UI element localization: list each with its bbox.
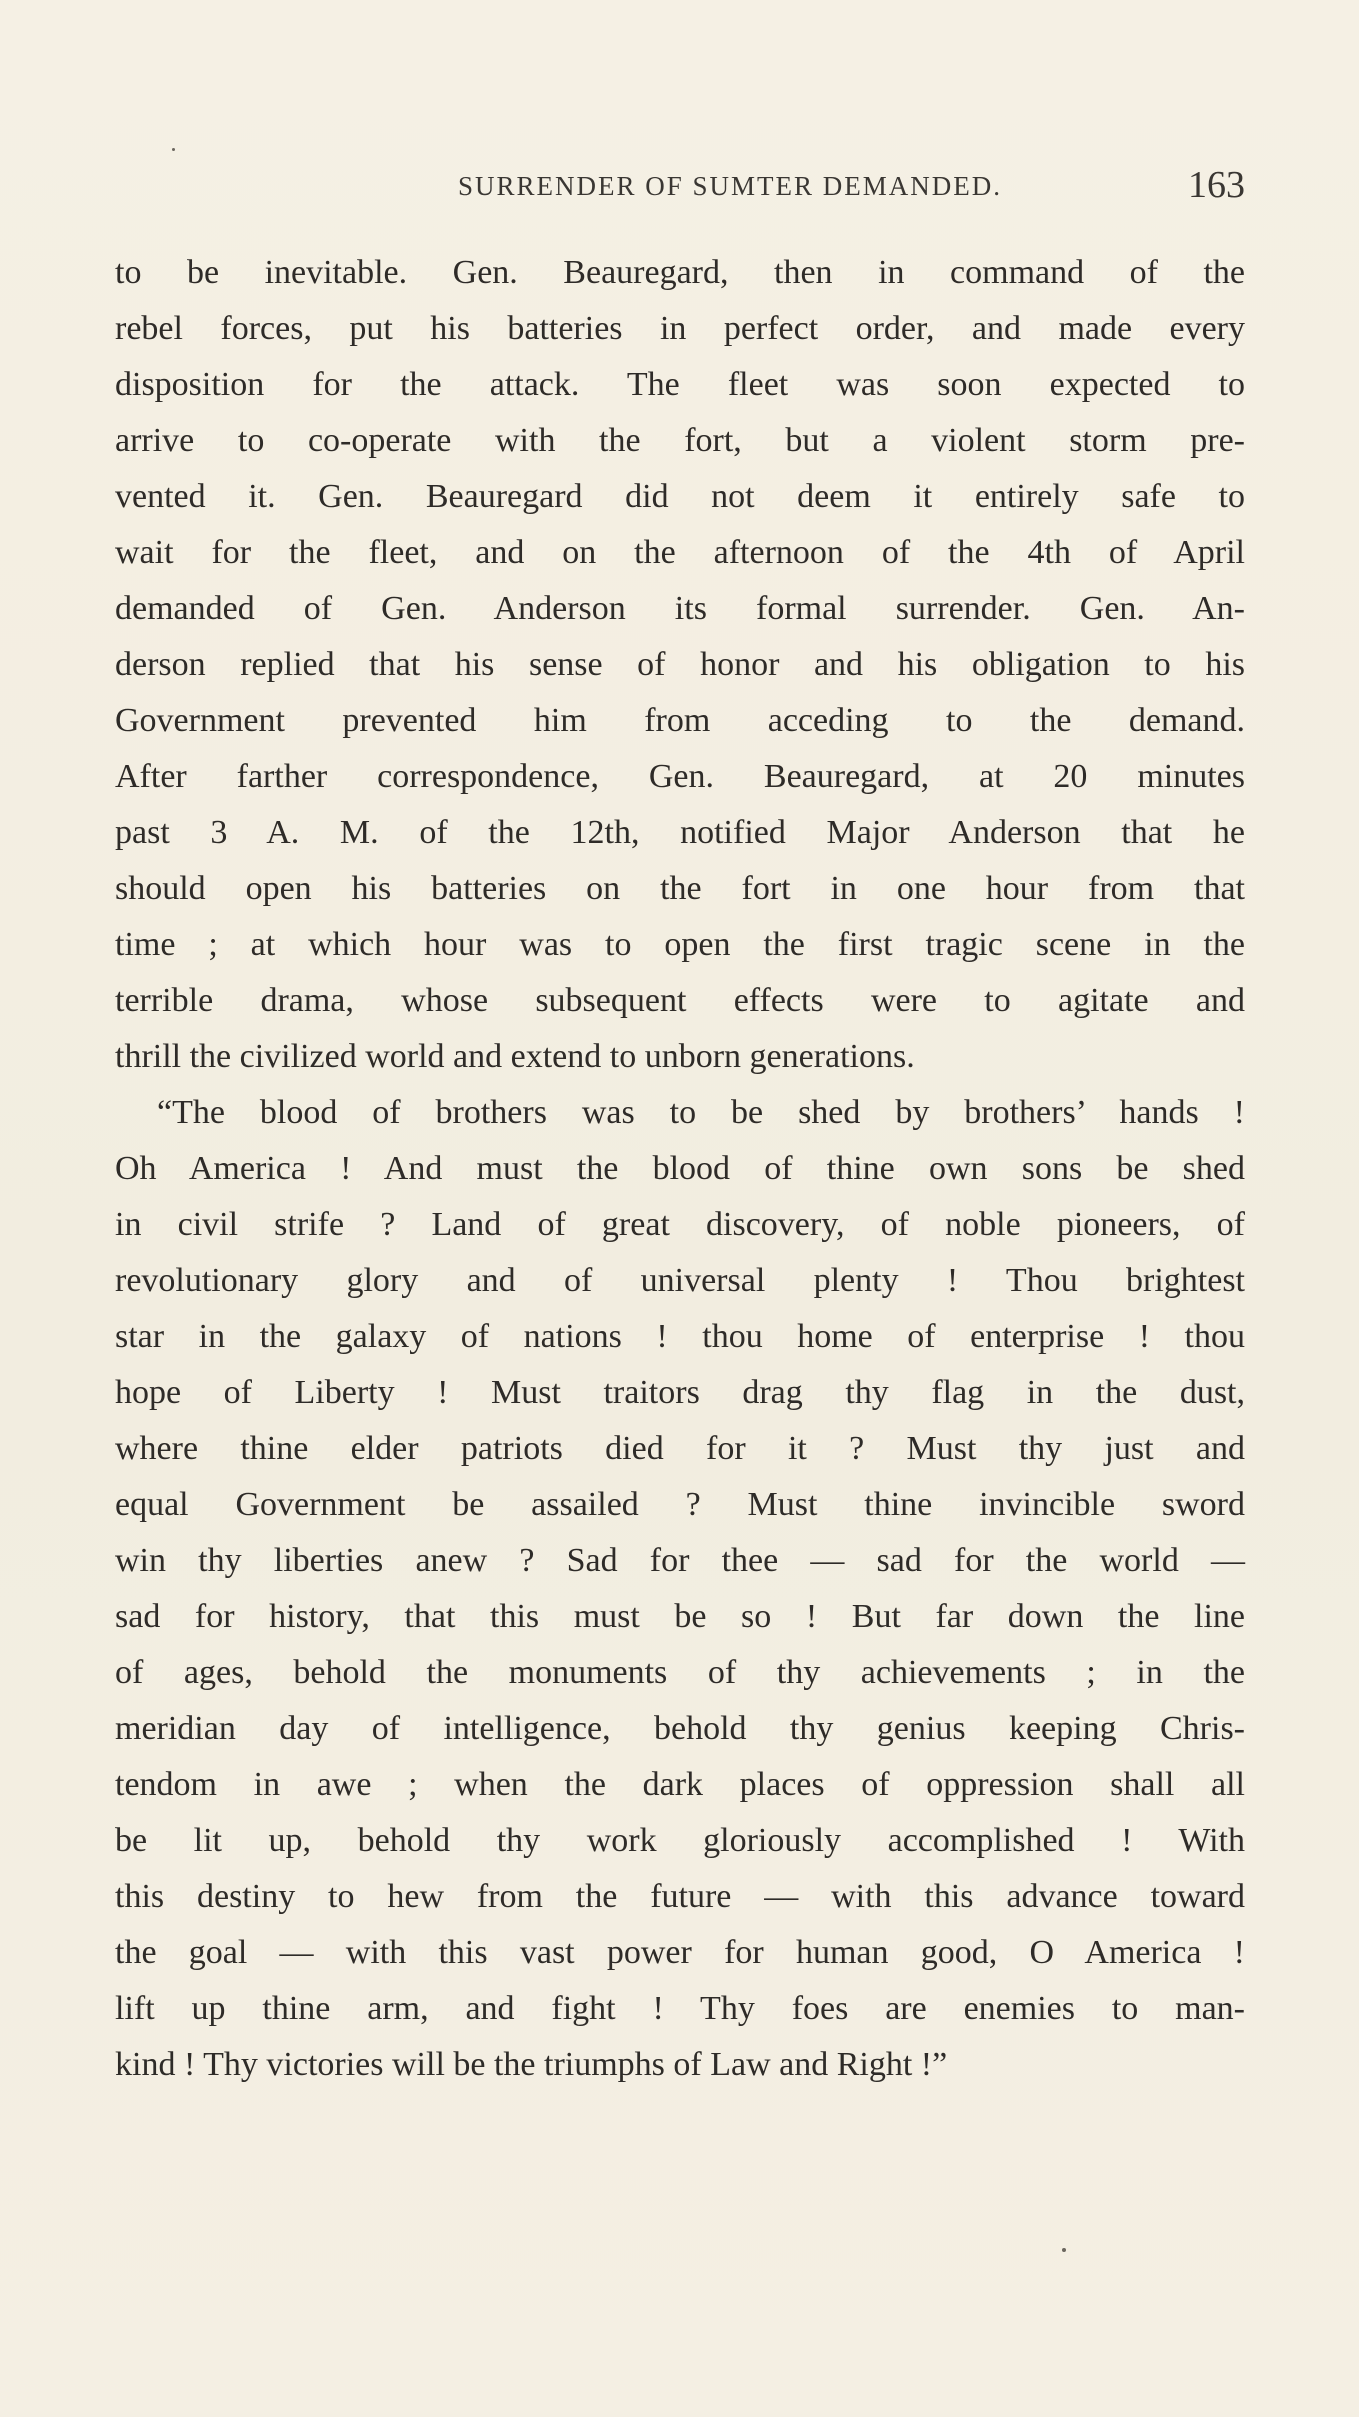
text-line: After farther correspondence, Gen. Beauregard, at 20 minutes bbox=[115, 758, 1245, 795]
text-line: hope of Liberty ! Must traitors drag thy flag in the dust, bbox=[115, 1374, 1245, 1411]
text-line: tendom in awe ; when the dark places of oppression shall all bbox=[115, 1766, 1245, 1803]
page-number: 163 bbox=[1188, 164, 1245, 206]
text-line: derson replied that his sense of honor and his obligation to his bbox=[115, 646, 1245, 683]
text-line: disposition for the attack. The fleet was soon expected to bbox=[115, 366, 1245, 403]
text-line: time ; at which hour was to open the first tragic scene in the bbox=[115, 926, 1245, 963]
paragraph-start-line: “The blood of brothers was to be shed by brothers’ hands ! bbox=[157, 1094, 1245, 1131]
text-line: lift up thine arm, and fight ! Thy foes are enemies to man- bbox=[115, 1990, 1245, 2027]
paper-speck bbox=[1062, 2248, 1066, 2252]
running-title: SURRENDER OF SUMTER DEMANDED. bbox=[457, 171, 1003, 201]
paragraph-end-line: thrill the civilized world and extend to unborn generations. bbox=[115, 1038, 915, 1075]
text-line: sad for history, that this must be so ! But far down the line bbox=[115, 1598, 1245, 1635]
text-line: this destiny to hew from the future — with this advance toward bbox=[115, 1878, 1245, 1915]
text-line: demanded of Gen. Anderson its formal surrender. Gen. An- bbox=[115, 590, 1245, 627]
text-line: to be inevitable. Gen. Beauregard, then in command of the bbox=[115, 254, 1245, 291]
text-line: Government prevented him from acceding to the demand. bbox=[115, 702, 1245, 739]
text-line: Oh America ! And must the blood of thine own sons be shed bbox=[115, 1150, 1245, 1187]
text-line: past 3 A. M. of the 12th, notified Major Anderson that he bbox=[115, 814, 1245, 851]
text-line: win thy liberties anew ? Sad for thee — sad for the world — bbox=[115, 1542, 1245, 1579]
text-line: of ages, behold the monuments of thy achievements ; in the bbox=[115, 1654, 1245, 1691]
text-line: meridian day of intelligence, behold thy genius keeping Chris- bbox=[115, 1710, 1245, 1747]
text-line: wait for the fleet, and on the afternoon of the 4th of April bbox=[115, 534, 1245, 571]
text-line: rebel forces, put his batteries in perfect order, and made every bbox=[115, 310, 1245, 347]
text-line: vented it. Gen. Beauregard did not deem it entirely safe to bbox=[115, 478, 1245, 515]
paragraph-end-line: kind ! Thy victories will be the triumphs of Law and Right !” bbox=[115, 2046, 948, 2083]
paper-speck bbox=[172, 148, 175, 151]
text-line: equal Government be assailed ? Must thine invincible sword bbox=[115, 1486, 1245, 1523]
text-line: terrible drama, whose subsequent effects were to agitate and bbox=[115, 982, 1245, 1019]
text-line: where thine elder patriots died for it ? Must thy just and bbox=[115, 1430, 1245, 1467]
text-line: revolutionary glory and of universal plenty ! Thou brightest bbox=[115, 1262, 1245, 1299]
text-line: be lit up, behold thy work gloriously accomplished ! With bbox=[115, 1822, 1245, 1859]
body-text bbox=[115, 245, 1245, 2093]
text-line: should open his batteries on the fort in one hour from that bbox=[115, 870, 1245, 907]
text-line: in civil strife ? Land of great discovery, of noble pioneers, of bbox=[115, 1206, 1245, 1243]
running-head bbox=[115, 163, 1245, 211]
text-line: star in the galaxy of nations ! thou home of enterprise ! thou bbox=[115, 1318, 1245, 1355]
text-line: the goal — with this vast power for human good, O America ! bbox=[115, 1934, 1245, 1971]
text-line: arrive to co-operate with the fort, but a violent storm pre- bbox=[115, 422, 1245, 459]
